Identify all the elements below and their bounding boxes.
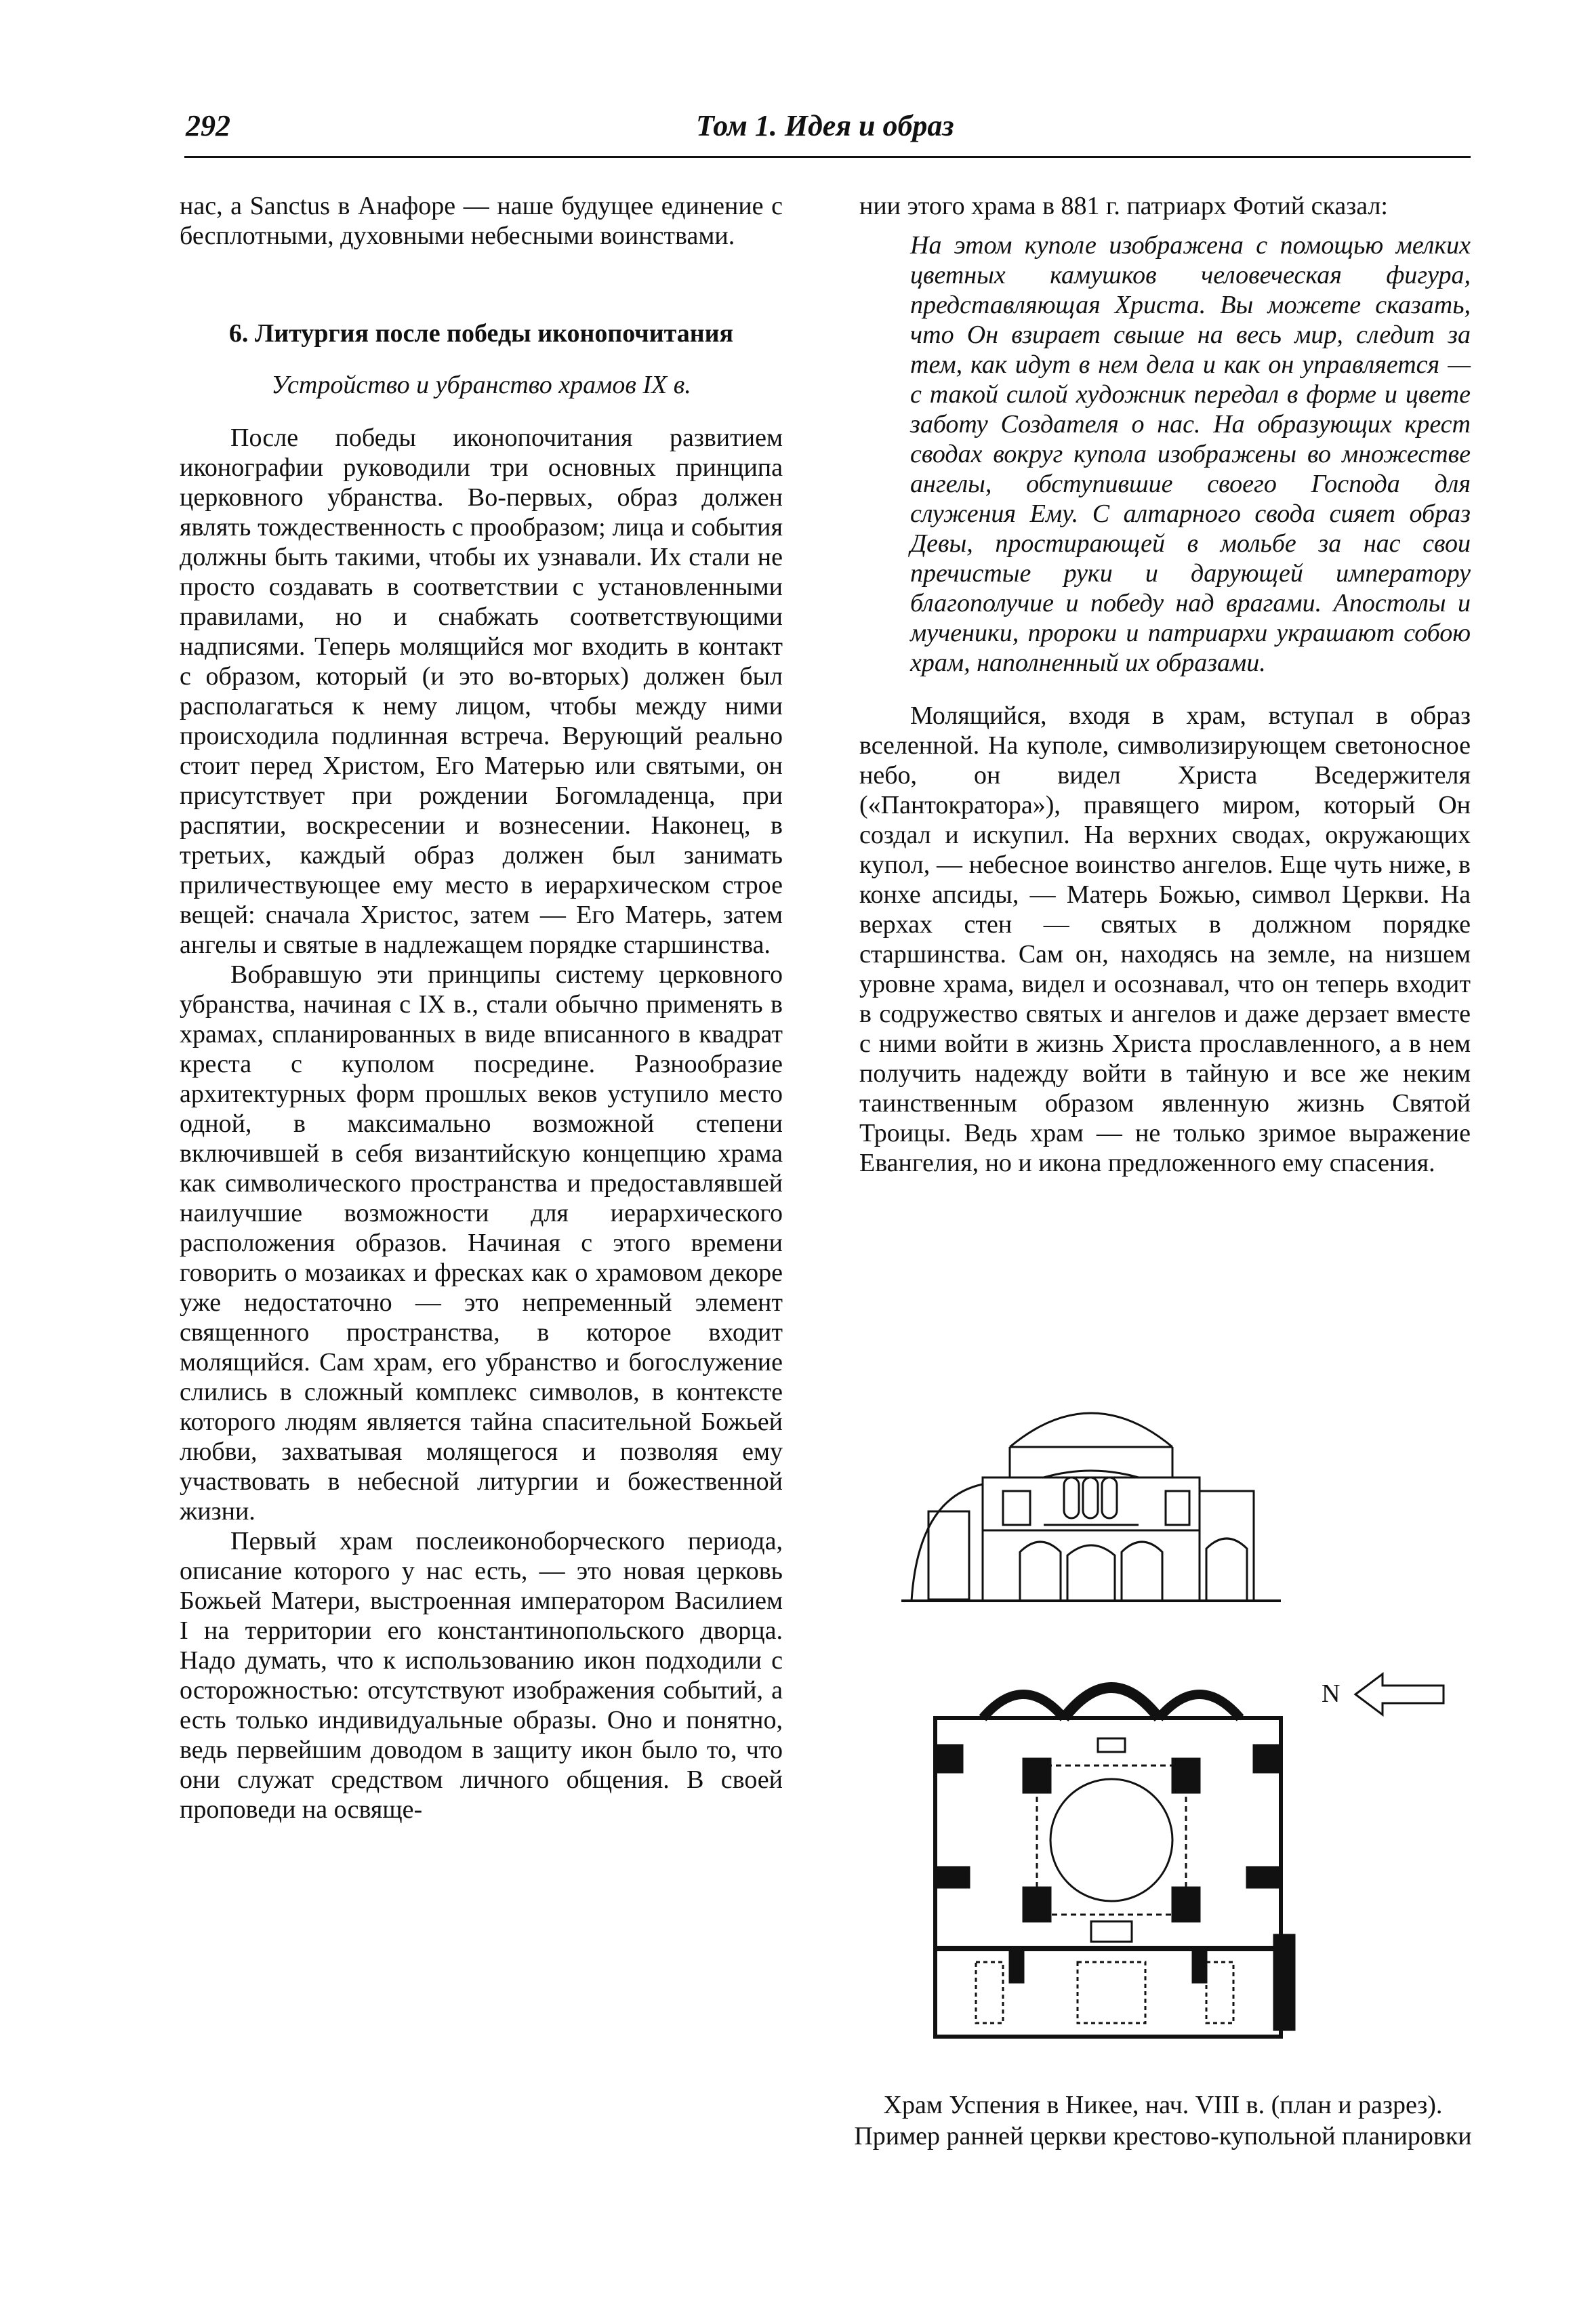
north-label: N xyxy=(1322,1679,1341,1708)
arrow-left-icon xyxy=(1352,1671,1447,1718)
section-heading: 6. Литургия после победы иконопочитания xyxy=(228,319,734,348)
page-number: 292 xyxy=(186,109,230,142)
paragraph: Первый храм послеиконоборческого периода, описание которого у нас есть, — это новая церковь Божьей Матери, выстроенная императором Василием I на территории его константинопольского дворца. Надо думать, что к использованию икон подходили с осторожностью: отсутствуют изображения событий, а есть только индивидуальные образы. Оно и понятно, ведь первейшим доводом в защиту икон было то, что они служат средством личного общения. В своей проповеди на освяще- xyxy=(180,1527,783,1824)
running-title: Том 1. Идея и образ xyxy=(696,109,954,142)
church-section-drawing xyxy=(901,1383,1281,1606)
paragraph: Вобравшую эти принципы систему церковного убранства, начиная с IX в., стали обычно применять в храмах, спланированных в виде вписанного в квадрат креста с куполом посредине. Разнообразие архитектурных форм прошлых веков уступило место одной, в максимально возможной степени включившей в себя византийскую концепцию храма как символического пространства и предоставлявшей наилучшие возможности для иерархического расположения образов. Начиная с этого времени говорить о мозаиках и фресках как о храмовом декоре уже недостаточно — это непременный элемент священного пространства, в которое входит молящийся. Сам храм, его убранство и богослужение слились в сложный комплекс символов, в контексте которого людям является тайна спасительной Божьей любви, захватывая молящегося и позволяя ему участвовать в небесной литургии и божественной жизни. xyxy=(180,960,783,1526)
paragraph: нии этого храма в 881 г. патриарх Фотий сказал: xyxy=(859,192,1388,220)
church-plan-drawing xyxy=(922,1664,1301,2043)
block-quote: На этом куполе изображена с помощью мелких цветных камушков человеческая фигура, представляющая Христа. Вы можете сказать, что Он взирает свыше на весь мир, следит за тем, как идут в нем дела и как он управляется — с такой силой художник передал в форме и цвете заботу Создателя о нас. На образующих крест сводах вокруг купола изображены во множестве ангелы, обступившие своего Господа для служения Ему. С алтарного свода сияет образ Девы, простирающей в мольбе за нас свои пречистые руки и дарующей императору благополучие и победу над врагами. Апостолы и мученики, пророки и патриархи украшают собою храм, наполненный их образами. xyxy=(910,231,1471,677)
section-subheading: Устройство и убранство храмов IX в. xyxy=(271,371,691,399)
paragraph: Молящийся, входя в храм, вступал в образ вселенной. На куполе, символизирующем светоносное небо, он видел Христа Вседержителя («Пантократора»), правящего миром, который Он создал и искупил. На верхних сводах, окружающих купол, — небесное воинство ангелов. Еще чуть ниже, в конхе апсиды, — Матерь Божью, символ Церкви. На верхах стен — святых в должном порядке старшинства. Сам он, находясь на земле, на низшем уровне храма, видел и осознавал, что он теперь входит в содружество святых и ангелов и даже дерзает вместе с ними войти в жизнь Христа прославленного, а в нем получить надежду войти в тайную и все же неким таинственным образом явленную жизнь Святой Троицы. Ведь храм — не только зримое выражение Евангелия, но и икона предложенного ему спасения. xyxy=(859,701,1471,1177)
north-arrow xyxy=(1322,1664,1450,1725)
paragraph: нас, а Sanctus в Анафоре — наше будущее единение с бесплотными, духовными небесными воинствами. xyxy=(180,192,783,250)
page-header xyxy=(184,108,1471,158)
left-column xyxy=(180,191,783,1824)
right-column xyxy=(859,191,1471,1178)
figure-caption: Храм Успения в Никее, нач. VIII в. (план и разрез). Пример ранней церкви крестово-купольной планировки xyxy=(854,2091,1472,2150)
paragraph: После победы иконопочитания развитием иконографии руководили три основных принципа церковного убранства. Во-первых, образ должен являть тождественность с прообразом; лица и события должны быть такими, чтобы их узнавали. Их стали не просто создавать в соответствии с установленными правилами, но и снабжать соответствующими надписями. Теперь молящийся мог входить в контакт с образом, который (и это во-вторых) должен был располагаться к нему лицом, чтобы между ними происходила подлинная встреча. Верующий реально стоит перед Христом, Его Матерью или святыми, он присутствует при рождении Богомладенца, при распятии, воскресении и вознесении. Наконец, в третьих, каждый образ должен был занимать приличествующее ему место в иерархическом строе вещей: сначала Христос, затем — Его Матерь, затем ангелы и святые в надлежащем порядке старшинства. xyxy=(180,424,783,959)
